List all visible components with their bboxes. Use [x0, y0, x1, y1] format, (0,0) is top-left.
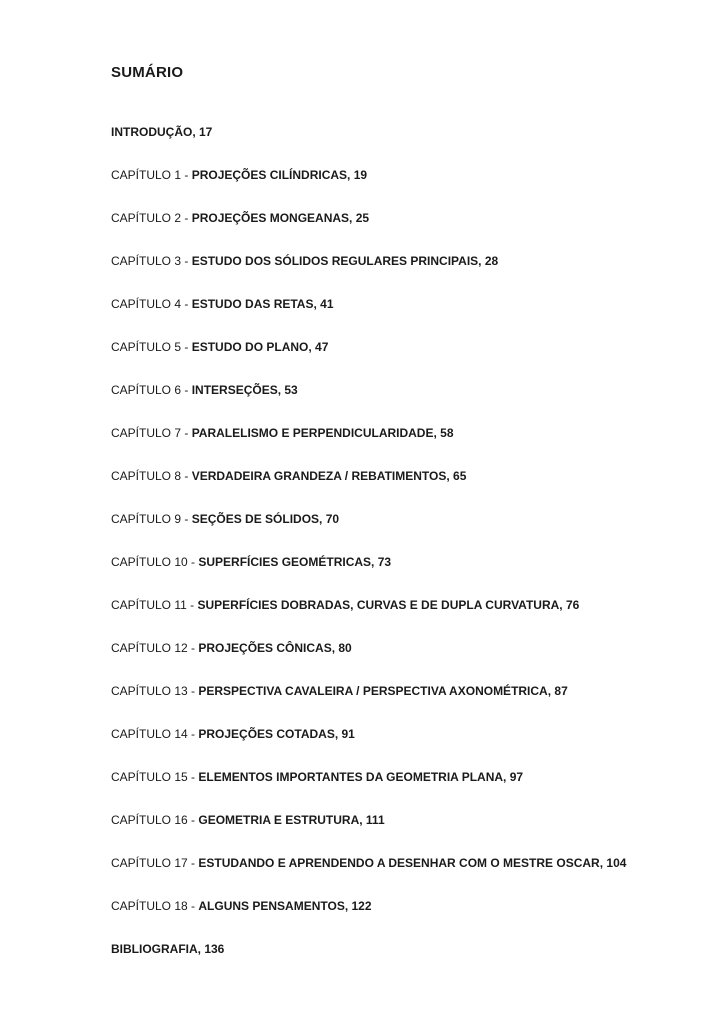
toc-entry-bibliography [111, 941, 224, 957]
chapter-title: PROJEÇÕES COTADAS, 91 [198, 727, 355, 741]
toc-entry-label: INTRODUÇÃO, 17 [111, 125, 213, 139]
chapter-prefix: CAPÍTULO 15 - [111, 770, 199, 784]
chapter-prefix: CAPÍTULO 12 - [111, 641, 199, 655]
chapter-prefix: CAPÍTULO 4 - [111, 297, 192, 311]
chapter-title: ELEMENTOS IMPORTANTES DA GEOMETRIA PLANA, 97 [198, 770, 524, 784]
toc-entry-chapter-3 [111, 253, 498, 269]
chapter-title: PARALELISMO E PERPENDICULARIDADE, 58 [191, 426, 454, 440]
chapter-title: ESTUDANDO E APRENDENDO A DESENHAR COM O MESTRE OSCAR, 104 [198, 856, 627, 870]
toc-entry-label: BIBLIOGRAFIA, 136 [111, 942, 225, 956]
chapter-prefix: CAPÍTULO 7 - [111, 426, 192, 440]
toc-entry-chapter-12 [111, 640, 352, 656]
chapter-title: PERSPECTIVA CAVALEIRA / PERSPECTIVA AXONOMÉTRICA, 87 [198, 684, 568, 698]
toc-entry-chapter-2 [111, 210, 369, 226]
toc-entry-chapter-11 [111, 597, 579, 613]
chapter-prefix: CAPÍTULO 2 - [111, 211, 192, 225]
chapter-title: PROJEÇÕES MONGEANAS, 25 [191, 211, 370, 225]
toc-entry-chapter-18 [111, 898, 372, 914]
chapter-prefix: CAPÍTULO 11 - [111, 598, 198, 612]
chapter-title: ESTUDO DOS SÓLIDOS REGULARES PRINCIPAIS, 28 [191, 254, 499, 268]
toc-entry-chapter-1 [111, 167, 367, 183]
chapter-prefix: CAPÍTULO 6 - [111, 383, 192, 397]
chapter-prefix: CAPÍTULO 1 - [111, 168, 192, 182]
chapter-prefix: CAPÍTULO 14 - [111, 727, 199, 741]
toc-entry-chapter-14 [111, 726, 355, 742]
toc-entry-chapter-9 [111, 511, 339, 527]
chapter-title: SEÇÕES DE SÓLIDOS, 70 [191, 512, 340, 526]
chapter-title: ALGUNS PENSAMENTOS, 122 [198, 899, 372, 913]
toc-entry-chapter-10 [111, 554, 391, 570]
toc-entry-chapter-13 [111, 683, 568, 699]
chapter-title: ESTUDO DAS RETAS, 41 [191, 297, 334, 311]
toc-entry-introduction [111, 124, 212, 140]
chapter-title: SUPERFÍCIES GEOMÉTRICAS, 73 [198, 555, 392, 569]
page-title: SUMÁRIO [111, 64, 184, 81]
toc-entry-chapter-5 [111, 339, 328, 355]
chapter-prefix: CAPÍTULO 13 - [111, 684, 199, 698]
toc-entry-chapter-6 [111, 382, 298, 398]
chapter-prefix: CAPÍTULO 3 - [111, 254, 192, 268]
chapter-title: ESTUDO DO PLANO, 47 [191, 340, 329, 354]
chapter-title: GEOMETRIA E ESTRUTURA, 111 [198, 813, 385, 827]
chapter-title: PROJEÇÕES CILÍNDRICAS, 19 [191, 168, 368, 182]
toc-entry-chapter-15 [111, 769, 523, 785]
chapter-prefix: CAPÍTULO 17 - [111, 856, 199, 870]
toc-entry-chapter-8 [111, 468, 466, 484]
chapter-title: INTERSEÇÕES, 53 [191, 383, 298, 397]
chapter-prefix: CAPÍTULO 16 - [111, 813, 199, 827]
toc-entry-chapter-17 [111, 855, 626, 871]
chapter-prefix: CAPÍTULO 5 - [111, 340, 192, 354]
chapter-prefix: CAPÍTULO 18 - [111, 899, 199, 913]
chapter-prefix: CAPÍTULO 10 - [111, 555, 199, 569]
chapter-title: PROJEÇÕES CÔNICAS, 80 [198, 641, 352, 655]
toc-entry-chapter-4 [111, 296, 334, 312]
chapter-title: SUPERFÍCIES DOBRADAS, CURVAS E DE DUPLA CURVATURA, 76 [197, 598, 580, 612]
toc-entry-chapter-7 [111, 425, 454, 441]
toc-entry-chapter-16 [111, 812, 385, 828]
chapter-prefix: CAPÍTULO 9 - [111, 512, 192, 526]
chapter-title: VERDADEIRA GRANDEZA / REBATIMENTOS, 65 [191, 469, 467, 483]
chapter-prefix: CAPÍTULO 8 - [111, 469, 192, 483]
